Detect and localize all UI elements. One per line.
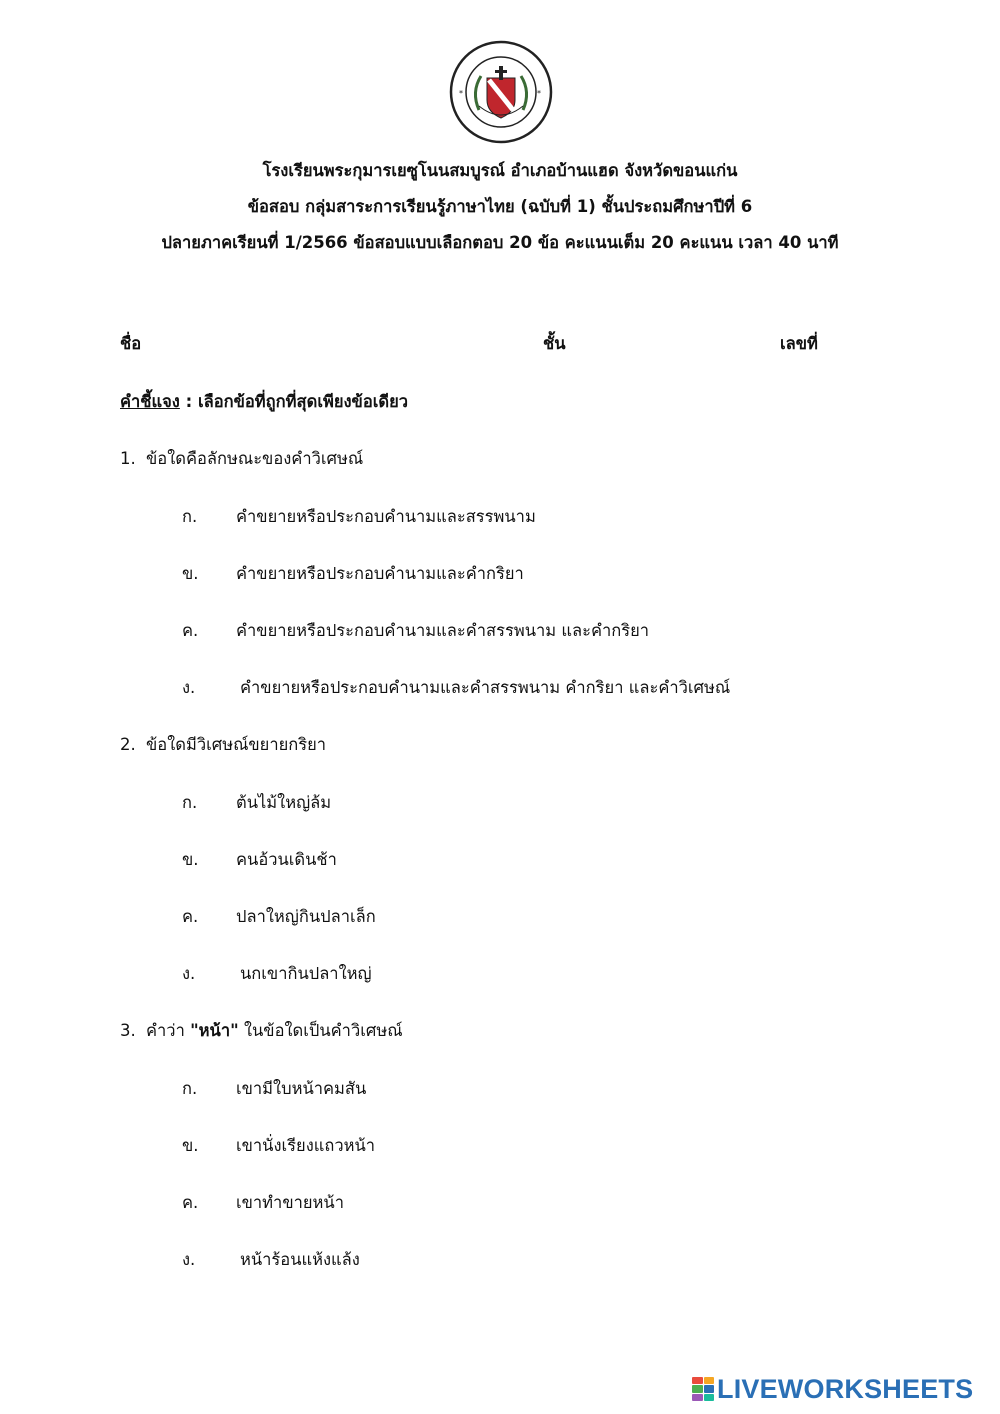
option-letter: ค. [182,621,199,640]
option-text[interactable]: คำขยายหรือประกอบคำนามและคำสรรพนาม คำกริยา และคำวิเศษณ์ [240,678,731,697]
question-3 [120,1018,403,1044]
option-letter: ข. [182,564,199,583]
class-label: ชั้น [543,334,566,353]
option-text[interactable]: คำขยายหรือประกอบคำนามและคำสรรพนาม และคำกริยา [236,621,650,640]
question-2 [120,732,326,758]
option-text[interactable]: หน้าร้อนแห้งแล้ง [240,1250,360,1269]
option-text[interactable]: เขานั่งเรียงแถวหน้า [236,1136,376,1155]
watermark-text: LIVEWORKSHEETS [717,1373,974,1404]
option-letter: ง. [182,678,196,697]
instruction-label: คำชี้แจง [120,392,180,411]
option-letter: ก. [182,793,198,812]
question-number: 1. [120,449,136,468]
option-letter: ข. [182,1136,199,1155]
option-letter: ง. [182,964,196,983]
option-text[interactable]: เขามีใบหน้าคมสัน [236,1079,367,1098]
option-letter: ข. [182,850,199,869]
option-letter: ก. [182,1079,198,1098]
question-text-before: คำว่า [146,1021,191,1040]
exam-subject-line: ข้อสอบ กลุ่มสาระการเรียนรู้ภาษาไทย (ฉบับที่ 1) ชั้นประถมศึกษาปีที่ 6 [247,197,753,216]
option-text[interactable]: คำขยายหรือประกอบคำนามและสรรพนาม [236,507,536,526]
student-number-label: เลขที่ [780,334,818,353]
liveworksheets-logo-icon [692,1377,714,1401]
school-header: โรงเรียนพระกุมารเยซูโนนสมบูรณ์ อำเภอบ้านแฮด จังหวัดขอนแก่น [262,161,738,180]
option-text[interactable]: ต้นไม้ใหญ่ล้ม [236,793,332,812]
option-letter: ก. [182,507,198,526]
exam-info-line: ปลายภาคเรียนที่ 1/2566 ข้อสอบแบบเลือกตอบ 20 ข้อ คะแนนเต็ม 20 คะแนน เวลา 40 นาที [161,233,839,252]
school-seal-logo [449,40,553,144]
question-text-after: ในข้อใดเป็นคำวิเศษณ์ [238,1021,403,1040]
option-letter: ง. [182,1250,196,1269]
svg-text:*: * [537,89,541,98]
option-text[interactable]: คำขยายหรือประกอบคำนามและคำกริยา [236,564,524,583]
question-number: 2. [120,735,136,754]
option-text[interactable]: ปลาใหญ่กินปลาเล็ก [236,907,376,926]
question-keyword: "หน้า" [190,1021,239,1040]
name-label: ชื่อ [120,334,142,353]
instruction-text: : เลือกข้อที่ถูกที่สุดเพียงข้อเดียว [179,392,409,411]
instruction-line [120,389,408,415]
question-text: ข้อใดคือลักษณะของคำวิเศษณ์ [146,449,364,468]
option-text[interactable]: เขาทำขายหน้า [236,1193,344,1212]
svg-text:*: * [459,89,463,98]
question-number: 3. [120,1021,136,1040]
question-1 [120,446,363,472]
question-text: ข้อใดมีวิเศษณ์ขยายกริยา [146,735,327,754]
liveworksheets-watermark [692,1374,973,1404]
option-letter: ค. [182,907,199,926]
option-text[interactable]: นกเขากินปลาใหญ่ [240,964,372,983]
option-text[interactable]: คนอ้วนเดินช้า [236,850,337,869]
option-letter: ค. [182,1193,199,1212]
